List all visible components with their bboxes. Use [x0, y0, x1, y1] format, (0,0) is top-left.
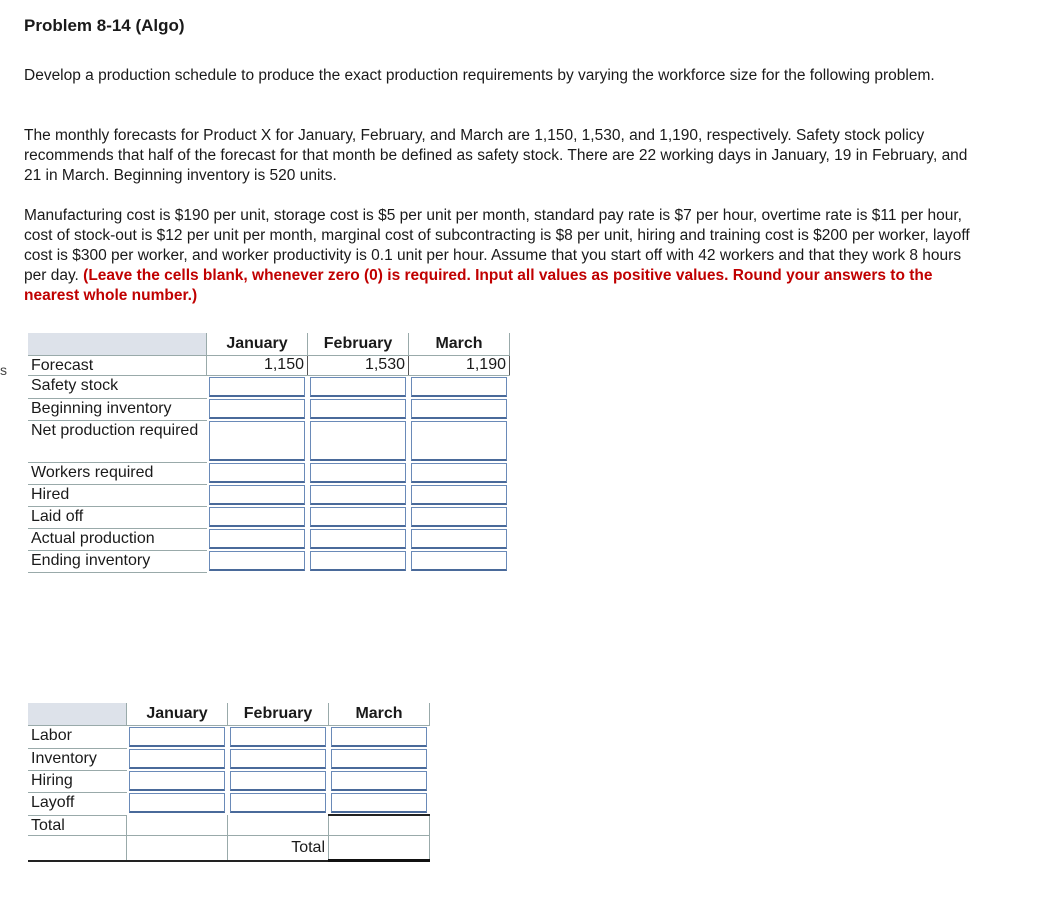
row-label-hired: Hired: [28, 484, 207, 506]
table-row: [28, 792, 430, 815]
table-row: [28, 528, 510, 550]
cost-text: Manufacturing cost is $190 per unit, storage cost is $5 per unit per month, standard pay rate is $7 per hour, overtime rate is $11 per hour, cost of stock-out is $12 per unit per month, marginal cost of subcontracting is $8 per unit, hiring and training cost is $200 per worker, layoff cost is $300 per worker, and worker productivity is 0.1 unit per hour. Assume that you start off with 42 workers and that they work 8 hours per day.: [24, 207, 970, 284]
hiring-cost-march-input[interactable]: [331, 771, 427, 791]
beginning-inventory-january-input[interactable]: [209, 399, 305, 419]
row-label-safety-stock: Safety stock: [28, 376, 207, 399]
grand-total-blank: [28, 835, 127, 861]
table-row: [28, 376, 510, 399]
labor-january-input[interactable]: [129, 727, 225, 747]
layoff-cost-march-input[interactable]: [331, 793, 427, 813]
workers-required-march-input[interactable]: [411, 463, 507, 483]
grand-total-value-cell: [329, 835, 430, 861]
forecast-january: 1,150: [207, 356, 308, 376]
header-january: January: [207, 333, 308, 356]
workers-required-february-input[interactable]: [310, 463, 406, 483]
cost-label-hiring: Hiring: [28, 770, 127, 792]
problem-title: Problem 8-14 (Algo): [24, 16, 185, 35]
total-february-cell: [228, 815, 329, 835]
grand-total-blank-january: [127, 835, 228, 861]
total-march-cell: [329, 815, 430, 835]
table-row: [28, 398, 510, 420]
cost-paragraph: [24, 206, 974, 306]
laid-off-february-input[interactable]: [310, 507, 406, 527]
workers-required-january-input[interactable]: [209, 463, 305, 483]
hired-march-input[interactable]: [411, 485, 507, 505]
intro-paragraph: Develop a production schedule to produce the exact production requirements by varying the workforce size for the following problem.: [24, 67, 935, 84]
forecast-march: 1,190: [409, 356, 510, 376]
layoff-cost-january-input[interactable]: [129, 793, 225, 813]
ending-inventory-march-input[interactable]: [411, 551, 507, 571]
table-row: [28, 726, 430, 749]
row-label-actual-production: Actual production: [28, 528, 207, 550]
cost-label-total: Total: [28, 815, 127, 835]
ending-inventory-january-input[interactable]: [209, 551, 305, 571]
forecast-paragraph: The monthly forecasts for Product X for January, February, and March are 1,150, 1,530, and 1,190, respectively. Safety stock policy recommends that half of the forecast for that month be defined as safety stock. There are 22 working days in January, 19 in February, and 21 in March. Beginning inventory is 520 units.: [24, 127, 968, 184]
laid-off-march-input[interactable]: [411, 507, 507, 527]
cost-header-march: March: [329, 703, 430, 726]
net-production-march-input[interactable]: [411, 421, 507, 461]
table-row: [28, 748, 430, 770]
cost-header-january: January: [127, 703, 228, 726]
actual-production-february-input[interactable]: [310, 529, 406, 549]
safety-stock-january-input[interactable]: [209, 377, 305, 397]
row-label-forecast: Forecast: [28, 356, 207, 376]
actual-production-march-input[interactable]: [411, 529, 507, 549]
hiring-cost-january-input[interactable]: [129, 771, 225, 791]
table-row: [28, 356, 510, 376]
header-blank: [28, 333, 207, 356]
table-row: [28, 506, 510, 528]
hired-january-input[interactable]: [209, 485, 305, 505]
inventory-cost-january-input[interactable]: [129, 749, 225, 769]
forecast-february: 1,530: [308, 356, 409, 376]
beginning-inventory-february-input[interactable]: [310, 399, 406, 419]
safety-stock-march-input[interactable]: [411, 377, 507, 397]
total-january-cell: [127, 815, 228, 835]
inventory-cost-march-input[interactable]: [331, 749, 427, 769]
net-production-february-input[interactable]: [310, 421, 406, 461]
safety-stock-february-input[interactable]: [310, 377, 406, 397]
inventory-cost-february-input[interactable]: [230, 749, 326, 769]
hiring-cost-february-input[interactable]: [230, 771, 326, 791]
grand-total-label: Total: [228, 835, 329, 861]
cost-label-layoff: Layoff: [28, 792, 127, 815]
cost-label-inventory: Inventory: [28, 748, 127, 770]
production-schedule-table: [28, 333, 510, 573]
ending-inventory-february-input[interactable]: [310, 551, 406, 571]
row-label-laid-off: Laid off: [28, 506, 207, 528]
header-march: March: [409, 333, 510, 356]
net-production-january-input[interactable]: [209, 421, 305, 461]
row-label-beginning-inventory: Beginning inventory: [28, 398, 207, 420]
row-label-ending-inventory: Ending inventory: [28, 550, 207, 572]
table-row: [28, 462, 510, 484]
instruction-text: (Leave the cells blank, whenever zero (0) is required. Input all values as positive values. Round your answers to the nearest whole number.): [24, 267, 933, 304]
table-row: [28, 420, 510, 462]
cost-table: [28, 703, 430, 862]
beginning-inventory-march-input[interactable]: [411, 399, 507, 419]
table-row: [28, 770, 430, 792]
laid-off-january-input[interactable]: [209, 507, 305, 527]
table-row: [28, 835, 430, 861]
cost-label-labor: Labor: [28, 726, 127, 749]
row-label-workers-required: Workers required: [28, 462, 207, 484]
edge-mark: s: [0, 362, 7, 378]
table-row: [28, 815, 430, 835]
labor-february-input[interactable]: [230, 727, 326, 747]
hired-february-input[interactable]: [310, 485, 406, 505]
table-row: [28, 484, 510, 506]
labor-march-input[interactable]: [331, 727, 427, 747]
actual-production-january-input[interactable]: [209, 529, 305, 549]
layoff-cost-february-input[interactable]: [230, 793, 326, 813]
cost-header-blank: [28, 703, 127, 726]
cost-header-february: February: [228, 703, 329, 726]
row-label-net-production-required: Net production required: [28, 420, 207, 462]
table-row: [28, 550, 510, 572]
header-february: February: [308, 333, 409, 356]
